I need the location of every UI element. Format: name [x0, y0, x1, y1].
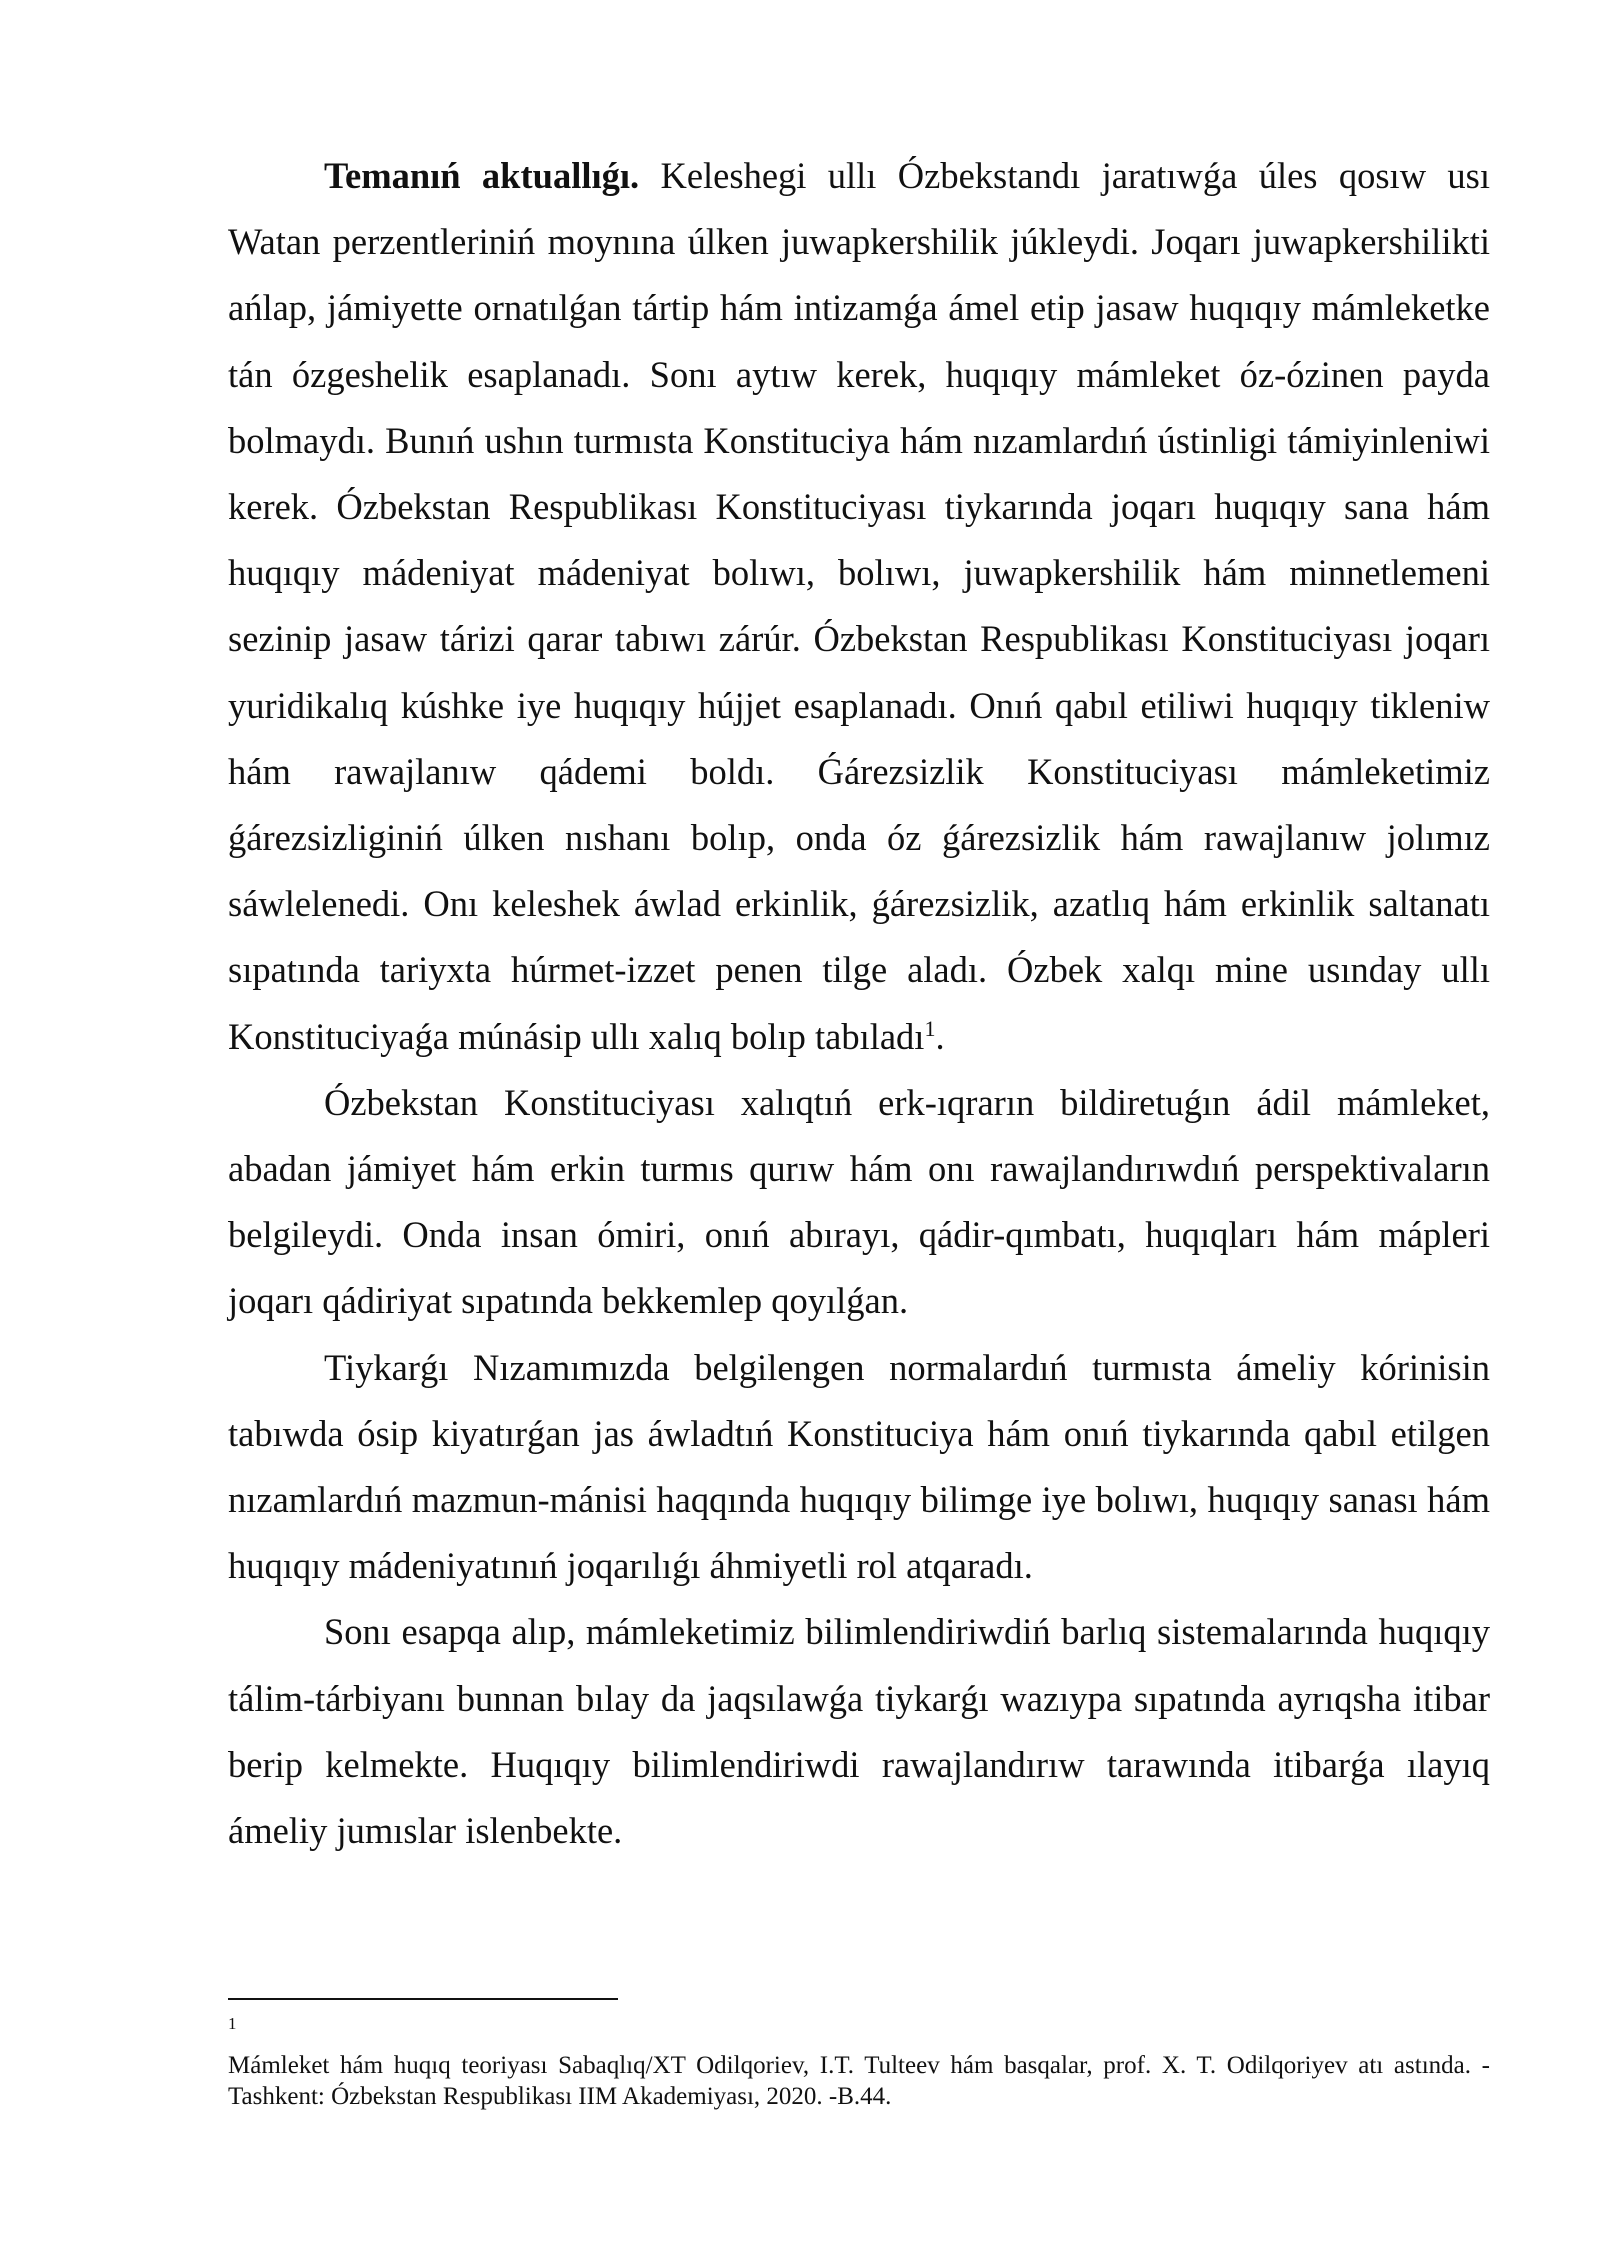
paragraph-legal-education: Sonı esapqa alıp, mámleketimiz bilimlendiriwdiń barlıq sistemalarında huqıqıy tálim-tárbiyanı bunnan bılay da jaqsılawǵa tiykarǵı wazıypa sıpatında ayrıqsha itibar berip kelmekte. Huqıqıy bilimlendiriwdi rawajlandırıw tarawında itibarǵa ılayıq ámeliy jumıslar islenbekte. [228, 1611, 1490, 1852]
footnote-separator [228, 1998, 618, 2000]
paragraph-text: Keleshegi ullı Ózbekstandı jaratıwǵa úles qosıw usı Watan perzentleriniń moynına úlken juwapkershilik júkleydi. Joqarı juwapkershilikti ańlap, jámiyette ornatılǵan tártip hám intizamǵa ámel etip jasaw huqıqıy mámleketke tán ózgeshelik esaplanadı. Sonı aytıw kerek, huqıqıy mámleket óz-ózinen payda bolmaydı. Bunıń ushın turmısta Konstituciya hám nızamlardıń ústinligi támiyinleniwi kerek. Ózbekstan Respublikası Konstituciyası tiykarında joqarı huqıqıy sana hám huqıqıy mádeniyat mádeniyat bolıwı, bolıwı, juwapkershilik hám minnetlemeni sezinip jasaw tárizi qarar tabıwı zárúr. Ózbekstan Respublikası Konstituciyası joqarı yuridikalıq kúshke iye huqıqıy hújjet esaplanadı. Onıń qabıl etiliwi huqıqıy tikleniw hám rawajlanıw qádemi boldı. Ǵárezsizlik Konstituciyası mámleketimiz ǵárezsizliginiń úlken nıshanı bolıp, onda óz ǵárezsizlik hám rawajlanıw jolımız sáwlelenedi. Onı keleshek áwlad erkinlik, ǵárezsizlik, azatlıq hám erkinlik saltanatı sıpatında tariyxta húrmet-izzet penen tilge aladı. Ózbek xalqı mine usınday ullı Konstituciyaǵa múnásip ullı xalıq bolıp tabıladı [228, 155, 1490, 1057]
footnote [228, 2010, 1490, 2112]
paragraph-topic-relevance [228, 143, 1490, 1070]
document-body [228, 143, 1490, 1864]
paragraph-tail: . [935, 1015, 945, 1057]
paragraph-constitution-will: Ózbekstan Konstituciyası xalıqtıń erk-ıqrarın bildiretuǵın ádil mámleket, abadan jámiyet hám erkin turmıs qurıw hám onı rawajlandırıwdıń perspektivaların belgileydi. Onda insan ómiri, onıń abırayı, qádir-qımbatı, huqıqları hám mápleri joqarı qádiriyat sıpatında bekkemlep qoyılǵan. [228, 1081, 1490, 1322]
footnote-text: Mámleket hám huqıq teoriyası Sabaqlıq/XT Odilqoriev, I.T. Tulteev hám basqalar, prof. X. T. Odilqoriyev atı astında. - Tashkent: Ózbekstan Respublikası IIM Akademiyası, 2020. -B.44. [228, 2052, 1490, 2110]
footnote-number: 1 [228, 2014, 237, 2033]
paragraph-lead-heading: Temanıń aktuallıǵı. [324, 155, 640, 196]
paragraph-basic-law-norms: Tiykarǵı Nızamımızda belgilengen normalardıń turmısta ámeliy kórinisin tabıwda ósip kiyatırǵan jas áwladtıń Konstituciya hám onıń tiykarında qabıl etilgen nızamlardıń mazmun-mánisi haqqında huqıqıy bilimge iye bolıwı, huqıqıy sanası hám huqıqıy mádeniyatınıń joqarılıǵı áhmiyetli rol atqaradı. [228, 1346, 1490, 1587]
footnote-reference[interactable]: 1 [924, 1015, 936, 1041]
